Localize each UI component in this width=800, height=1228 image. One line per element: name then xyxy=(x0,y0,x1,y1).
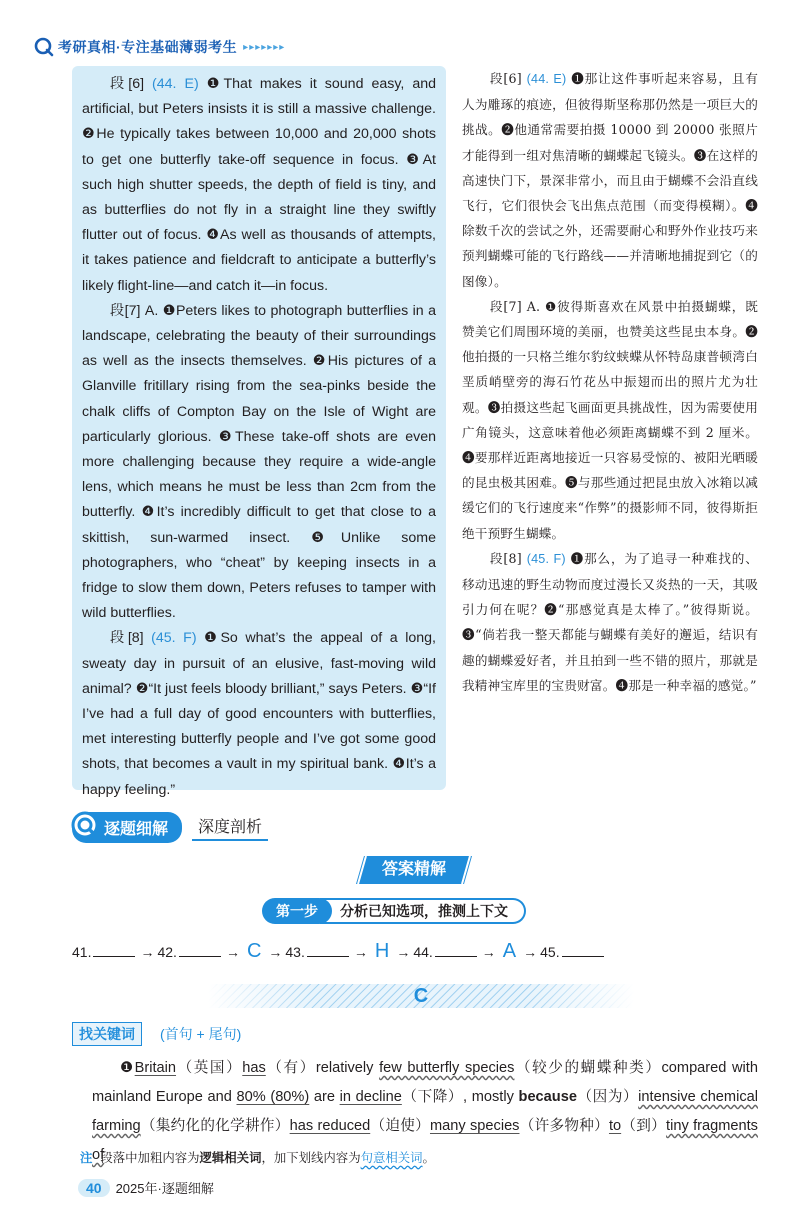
chinese-paragraph-6: 段[6] (44. E) ❶那让这件事听起来容易，且有人为雕琢的痕迹，但彼得斯坚称那仍然是一项巨大的挑战。❷他通常需要拍摄 10000 到 20000 张照片才能得到一组对焦清晰的蝴蝶起飞镜头。❸在这样的高速快门下，景深非常小，而且由于蝴蝶不会沿直线飞行，它们很快会飞出焦点范围（而变得模糊）。❹除数千次的尝试之外，还需要耐心和野外作业技巧来预判蝴蝶可能的飞行路线——并清晰地捕捉到它（的图像）。 xyxy=(462,71,758,289)
option-letter: H xyxy=(374,940,390,962)
chinese-translation xyxy=(462,66,758,698)
answer-sequence: 41. → 42. → C → 43. → H → 44. → A → 45. xyxy=(72,940,606,963)
answer-blank xyxy=(435,942,477,957)
english-paragraph-8: 段[8] (45. F) ❶So what’s the appeal of a long, sweaty day in pursuit of an elusive, fast-moving wild animal? ❷“It just feels bloody brilliant,” says Peters. ❸“If I’ve had a full day of good encounters with butterflies, met interesting butterfly people and I’ve got some good shots, that becomes a vault in my spiritual bank. ❹It’s a happy feeling.” xyxy=(82,630,436,798)
answer-blank xyxy=(562,942,604,957)
header-arrows: ▸▸▸▸▸▸▸ xyxy=(243,41,286,53)
answer-blank xyxy=(179,942,221,957)
option-c-letter: C xyxy=(413,985,429,1007)
answer-tag: (44. E) xyxy=(152,76,199,92)
option-c-band xyxy=(208,984,634,1008)
section-subtitle: 深度剖析 xyxy=(192,814,268,841)
search-logo-icon xyxy=(34,37,54,57)
answer-blank xyxy=(93,942,135,957)
answer-tag: (44. E) xyxy=(526,72,567,86)
english-passage xyxy=(72,66,446,798)
option-letter: A xyxy=(502,940,517,962)
footer xyxy=(78,1178,214,1197)
keywords-badge: 找关键词 xyxy=(72,1022,142,1046)
step-bar xyxy=(262,898,526,924)
section-badge: 逐题细解 xyxy=(72,812,182,843)
option-letter: C xyxy=(246,940,262,962)
magnifier-icon xyxy=(70,809,104,843)
keywords-subtitle: (首句 + 尾句) xyxy=(160,1026,242,1042)
step-text: 分析已知选项，推测上下文 xyxy=(320,898,526,924)
footer-text: 2025年·逐题细解 xyxy=(115,1181,214,1196)
answer-banner: 答案精解 xyxy=(356,856,472,884)
section-title xyxy=(72,812,268,842)
option-c-analysis: ❶Britain（英国）has（有）relatively few butterfly species（较少的蝴蝶种类）compared with mainland Europe and 80% (80%) are in decline（下降）, mostly because（因为）intensive chemical farming（集约化的化学耕作）has reduced（迫使）many species（许多物种）to（到）tiny fragments of xyxy=(92,1060,758,1163)
note-label: 注 xyxy=(80,1151,93,1165)
keywords-row xyxy=(72,1022,241,1046)
chinese-paragraph-8: 段[8] (45. F) ❶那么，为了追寻一种难找的、移动迅速的野生动物而度过漫长又炎热的一天，其吸引力何在呢？❷“那感觉真是太棒了。”彼得斯说。❸“倘若我一整天都能与蝴蝶有美好的邂逅，结识有趣的蝴蝶爱好者，并且拍到一些不错的照片，那就是我精神宝库里的宝贵财富。❹那是一种幸福的感觉。” xyxy=(462,550,758,693)
step-badge: 第一步 xyxy=(262,898,332,924)
english-paragraph-6: 段[6] (44. E) ❶That makes it sound easy, and artificial, but Peters insists it is still a massive challenge. ❷He typically takes between 10,000 and 20,000 shots to get one butterfly take-off sequence in focus. ❸At such high shutter speeds, the depth of field is tiny, and as butterflies do not fly in a straight line they swiftly flutter out of focus. ❹As well as thousands of attempts, it takes patience and fieldcraft to anticipate a butterfly’s likely flight-line—and catch it—in focus. xyxy=(82,76,437,294)
chinese-paragraph-7: 段[7] A. ❶彼得斯喜欢在风景中拍摄蝴蝶，既赞美它们周围环境的美丽，也赞美这些昆虫本身。❷他拍摄的一只格兰维尔豹纹蛱蝶从怀特岛康普顿湾白垩质峭壁旁的海石竹花丛中振翅而出的照片尤为壮观。❸拍摄这些起飞画面更具挑战性，因为需要使用广角镜头，这意味着他必须距离蝴蝶不到 2 厘米。❹要那样近距离地接近一只容易受惊的、被阳光晒暖的昆虫极其困难。❺与那些通过把昆虫放入冰箱以减缓它们的飞行速度来“作弊”的摄影师不同，彼得斯拒绝干预野生蝴蝶。 xyxy=(462,298,758,541)
answer-tag: (45. F) xyxy=(151,630,197,647)
note: 注 段落中加粗内容为 逻辑相关词 ，加下划线内容为 句意相关词 。 xyxy=(80,1150,435,1165)
header-title: 考研真相·专注基础薄弱考生 xyxy=(58,39,238,55)
header xyxy=(34,36,285,58)
english-paragraph-7: 段[7] A. ❶Peters likes to photograph butterflies in a landscape, celebrating the beauty of their surroundings as well as the insects themselves. ❷His pictures of a Glanville fritillary rising from the sea-pinks beside the chalk cliffs of Compton Bay on the Isle of Wight are particularly glorious. ❸These take-off shots are even more challenging because they require a wide-angle lens, which means he must be less than 2cm from the butterfly. ❹It’s incredibly difficult to get that close to a skittish, sun-warmed insect. ❺Unlike some photographers, who “cheat” by keeping insects in a fridge to slow them down, Peters refuses to tamper with wild butterflies. xyxy=(82,302,437,622)
answer-tag: (45. F) xyxy=(526,551,566,566)
page-number: 40 xyxy=(78,1179,110,1197)
answer-blank xyxy=(307,942,349,957)
